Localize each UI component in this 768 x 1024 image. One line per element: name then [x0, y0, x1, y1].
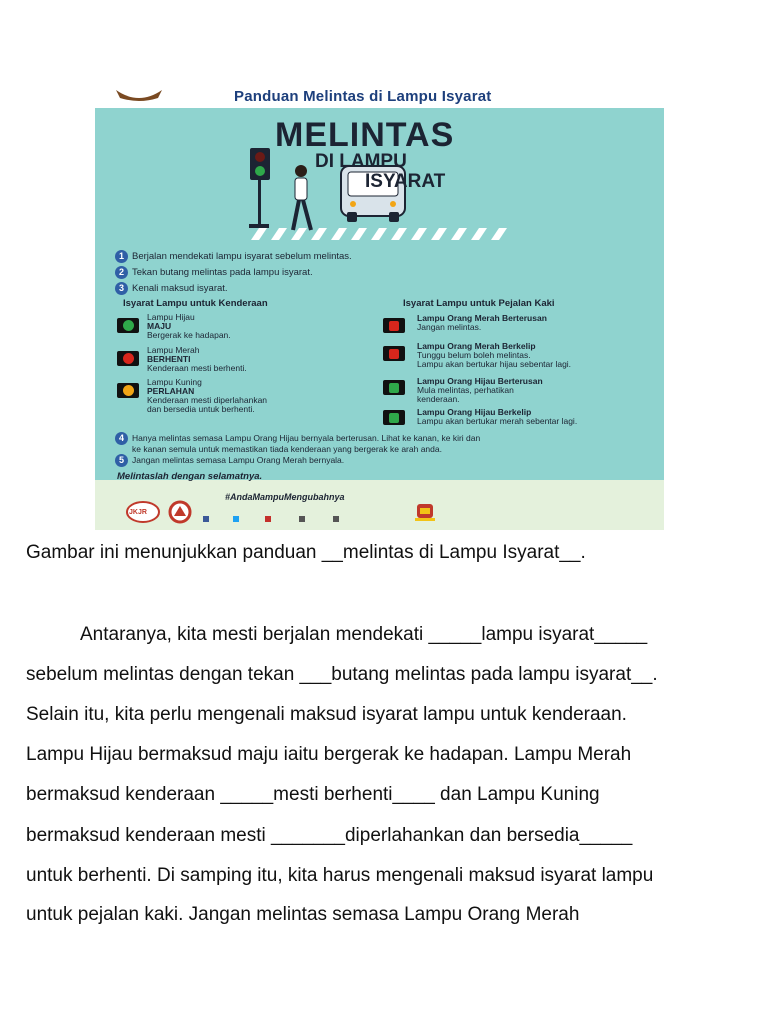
poster-top-title: Panduan Melintas di Lampu Isyarat [234, 88, 492, 105]
zebra-crossing [245, 226, 521, 242]
green-man-blinking-icon [383, 410, 405, 425]
answer-line-8: untuk berhenti. Di samping itu, kita harus mengenali maksud isyarat lampu [26, 865, 654, 886]
social-media-icons [203, 514, 383, 524]
ministry-logo-fragment [114, 88, 164, 102]
pedestrian-signals-heading: Isyarat Lampu untuk Pejalan Kaki [403, 298, 555, 309]
road-safety-logo [167, 500, 193, 524]
step-4: 4 Hanya melintas semasa Lampu Orang Hijau bernyala berterusan. Lihat ke kanan, ke kiri dan ke kanan semula untuk memastikan tiada kenderaan yang bergerak ke arah anda. [115, 432, 480, 454]
answer-line-7: bermaksud kenderaan mesti _______diperlahankan dan bersedia_____ [26, 825, 633, 846]
answer-line-2: Antaranya, kita mesti berjalan mendekati _____lampu isyarat_____ [80, 624, 648, 645]
vehicle-signal-yellow: Lampu Kuning PERLAHAN Kenderaan mesti diperlahankan dan bersedia untuk berhenti. [147, 377, 268, 414]
answer-line-6: bermaksud kenderaan _____mesti berhenti____ dan Lampu Kuning [26, 784, 600, 805]
red-man-steady-icon [383, 318, 405, 333]
jkjr-logo-text: JKJR [129, 509, 147, 516]
red-man-blinking-icon [383, 346, 405, 361]
answer-line-1: Gambar ini menunjukkan panduan __melintas di Lampu Isyarat__. [26, 542, 586, 563]
poster-closing: Melintaslah dengan selamatnya. [117, 471, 263, 482]
poster-headline [275, 116, 455, 192]
pedestrian-signal-green-steady: Lampu Orang Hijau Berterusan Mula melintas, perhatikan kenderaan. [417, 376, 543, 404]
pedestrian-signal-red-blinking: Lampu Orang Merah Berkelip Tunggu belum boleh melintas. Lampu akan bertukar hijau sebentar lagi. [417, 341, 572, 369]
vehicle-signal-green: Lampu Hijau MAJU Bergerak ke hadapan. [147, 312, 231, 340]
answer-line-3: sebelum melintas dengan tekan ___butang melintas pada lampu isyarat__. [26, 664, 658, 685]
poster-hashtag: #AndaMampuMengubahnya [225, 492, 345, 502]
step-1: 1 Berjalan mendekati lampu isyarat sebelum melintas. [115, 250, 352, 263]
answer-line-5: Lampu Hijau bermaksud maju iaitu bergerak ke hadapan. Lampu Merah [26, 744, 632, 765]
headline-melintas: MELINTAS [275, 116, 455, 154]
red-light-icon [117, 351, 139, 366]
answer-line-4: Selain itu, kita perlu mengenali maksud isyarat lampu untuk kenderaan. [26, 704, 627, 725]
coat-of-arms-logo [413, 500, 437, 526]
headline-di-lampu: DI LAMPU [315, 151, 407, 172]
yellow-light-icon [117, 383, 139, 398]
green-man-steady-icon [383, 380, 405, 395]
green-light-icon [117, 318, 139, 333]
poster-image [95, 108, 664, 530]
answer-line-9: untuk pejalan kaki. Jangan melintas semasa Lampu Orang Merah [26, 904, 580, 925]
vehicle-signal-red: Lampu Merah BERHENTI Kenderaan mesti berhenti. [147, 345, 247, 373]
vehicle-signals-heading: Isyarat Lampu untuk Kenderaan [123, 298, 268, 309]
headline-isyarat: ISYARAT [365, 171, 446, 192]
step-2: 2 Tekan butang melintas pada lampu isyarat. [115, 266, 313, 279]
pedestrian-signal-green-blinking: Lampu Orang Hijau Berkelip Lampu akan bertukar merah sebentar lagi. [417, 407, 578, 426]
step-3: 3 Kenali maksud isyarat. [115, 282, 228, 295]
traffic-light-icon [245, 146, 275, 230]
pedestrian-signal-red-steady: Lampu Orang Merah Berterusan Jangan melintas. [417, 313, 547, 332]
step-5: 5 Jangan melintas semasa Lampu Orang Merah bernyala. [115, 454, 344, 467]
